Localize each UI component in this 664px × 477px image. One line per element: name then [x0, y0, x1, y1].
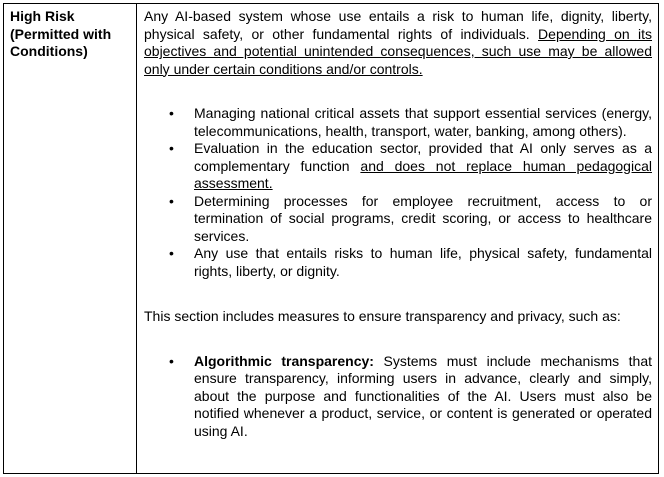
bullet-icon: • [169, 140, 174, 156]
risk-level-line-3: Conditions) [10, 43, 88, 59]
list-item [169, 352, 653, 441]
risk-level-line-2: (Permitted with [10, 25, 112, 42]
intro-paragraph [144, 8, 652, 78]
bullet-icon: • [169, 245, 174, 261]
use-case-list [144, 105, 652, 280]
list-item [169, 140, 652, 193]
risk-level-cell [4, 4, 137, 474]
measures-list [144, 353, 652, 441]
table-row [4, 4, 659, 474]
list-item-underlined-text: and does not replace human pedagogical assessment. [194, 157, 652, 191]
risk-category-table [3, 3, 659, 474]
bullet-icon: • [169, 192, 174, 209]
list-item [169, 105, 652, 140]
measures-intro: This section includes measures to ensure transparency and privacy, such as: [144, 308, 621, 324]
bullet-icon: • [169, 352, 174, 369]
intro-text: Any AI-based system whose use entails a risk to human life, dignity, liberty, physical safety, or other fundamental rights of individuals. [144, 8, 652, 42]
list-item-text: Managing national critical assets that support essential services (energy, telecommunications, health, transport, water, banking, among others). [194, 105, 652, 139]
list-item-text: Determining processes for employee recruitment, access to or termination of social programs, credit scoring, or access to healthcare services. [194, 192, 652, 244]
list-item-text: Any use that entails risks to human life, physical safety, fundamental rights, liberty, or dignity. [194, 245, 652, 279]
list-item-text: Evaluation in the education sector, provided that AI only serves as a complementary function [194, 140, 652, 174]
description-cell [137, 4, 659, 474]
bullet-icon: • [169, 105, 174, 121]
risk-level-line-1: High Risk [10, 8, 75, 24]
measure-text: Systems must include mechanisms that ensure transparency, informing users in advance, clearly and simply, about the purpose and functionalities of the AI. Users must also be notified whenever a product, service, or content is generated or operated using AI. [194, 352, 653, 439]
list-item [169, 192, 652, 246]
measure-title: Algorithmic transparency: [194, 352, 374, 369]
list-item [169, 245, 652, 280]
intro-underlined-text: Depending on its objectives and potential unintended consequences, such use may be allowed only under certain conditions and/or controls. [144, 25, 653, 77]
